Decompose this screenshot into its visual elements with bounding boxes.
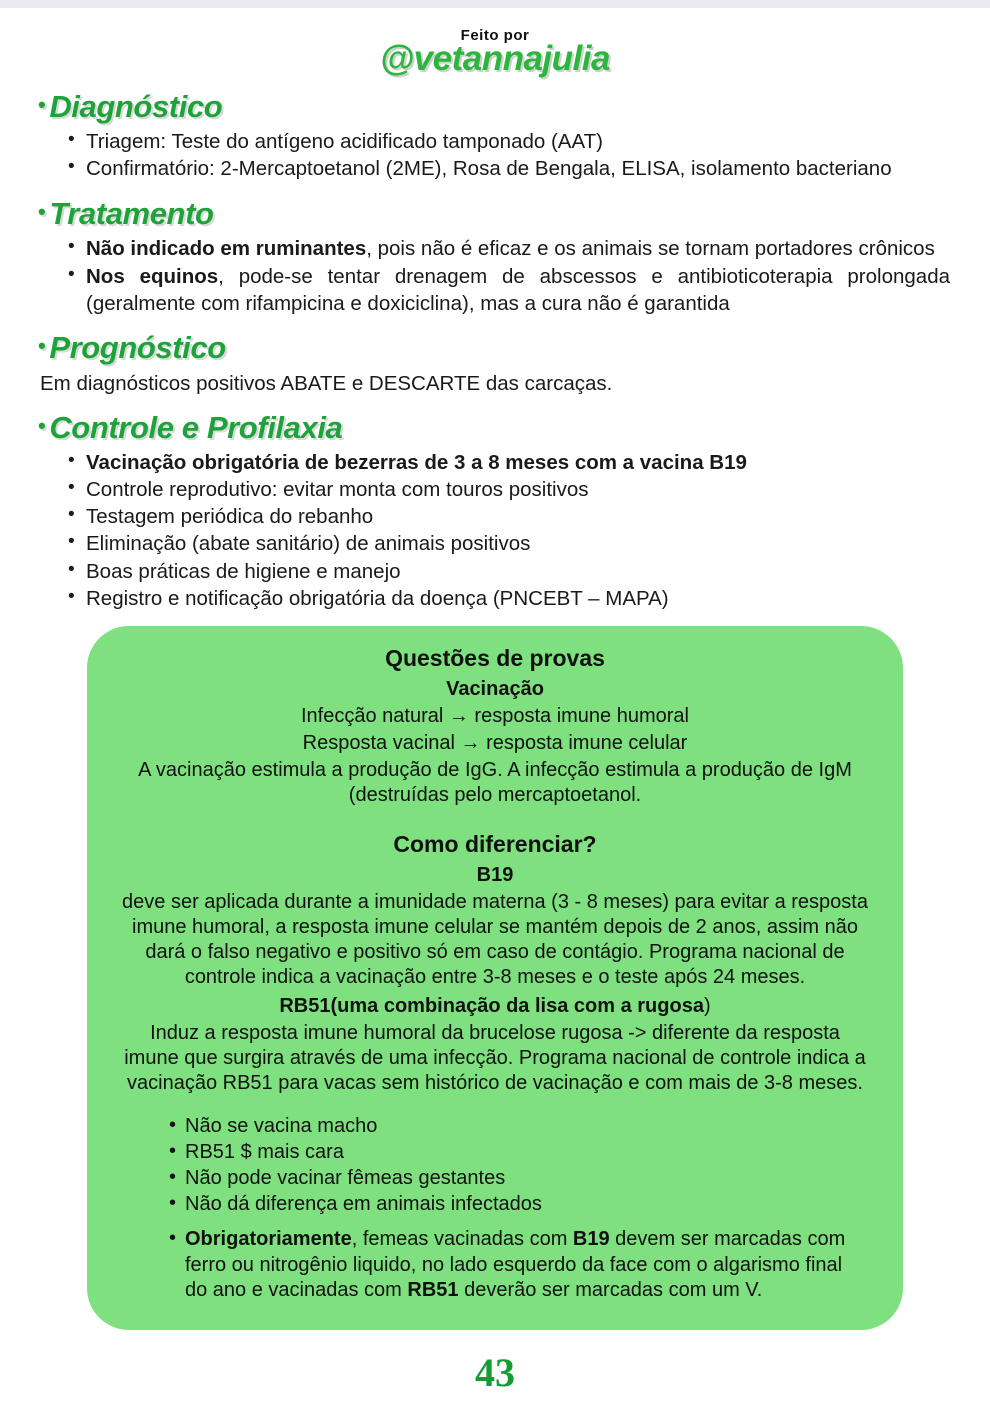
- section-heading-prognostico: [38, 331, 952, 365]
- callout-subtitle-como-diferenciar: Como diferenciar?: [393, 830, 597, 857]
- list-item-emphasis: RB51: [407, 1278, 459, 1301]
- list-item: • Registro e notificação obrigatória da doença (PNCEBT – MAPA): [68, 585, 952, 612]
- list-item-text: , femeas vacinadas com: [351, 1228, 573, 1251]
- paragraph-prognostico: Em diagnósticos positivos ABATE e DESCARTE das carcaças.: [40, 371, 613, 395]
- bullet-dot-icon: •: [38, 333, 46, 359]
- section-heading-text: Tratamento: [49, 195, 214, 231]
- callout-bullet-list: [121, 1114, 869, 1303]
- top-browser-strip: [0, 0, 990, 8]
- list-item-emphasis: Nos equinos: [86, 264, 219, 288]
- list-item: • RB51 $ mais cara: [169, 1140, 869, 1165]
- list-item-text: deverão ser marcadas com um V.: [458, 1278, 763, 1301]
- list-item-emphasis: Obrigatoriamente: [185, 1228, 352, 1251]
- document-page: [0, 28, 990, 1330]
- section-heading-text: Prognóstico: [49, 330, 226, 366]
- list-item: [68, 235, 952, 262]
- bullet-dot-icon: •: [38, 198, 46, 224]
- list-item: • Boas práticas de higiene e manejo: [68, 558, 952, 585]
- callout-body-b19: deve ser aplicada durante a imunidade materna (3 - 8 meses) para evitar a resposta imune humoral, a resposta imune celular se mantém depois de 2 anos, assim não dará o falso negativo e positivo só em caso de contágio. Programa nacional de controle indica a vacinação entre 3-8 meses e o teste após 24 meses.: [122, 890, 868, 988]
- list-item-text: , pode-se tentar drenagem de abscessos e antibioticoterapia prolongada (geralmente com rifampicina e doxiciclina), mas a cura não é garantida: [86, 264, 950, 316]
- list-item: • Confirmatório: 2-Mercaptoetanol (2ME), Rosa de Bengala, ELISA, isolamento bacteriano: [68, 155, 952, 182]
- list-item: • Eliminação (abate sanitário) de animais positivos: [68, 530, 952, 557]
- list-diagnostico: [38, 128, 952, 183]
- list-item: • Não se vacina macho: [169, 1114, 869, 1139]
- callout-line-infeccao-natural: Infecção natural → resposta imune humoral: [301, 704, 689, 727]
- exam-questions-callout: [87, 626, 903, 1330]
- callout-subtitle-rb51-bold: RB51(uma combinação da lisa com a rugosa: [279, 994, 704, 1017]
- bullet-dot-icon: •: [38, 92, 46, 117]
- callout-line-resposta-vacinal: Resposta vacinal → resposta imune celular: [302, 731, 688, 754]
- list-item: • Não pode vacinar fêmeas gestantes: [169, 1166, 869, 1191]
- callout-subtitle-b19: B19: [476, 863, 514, 886]
- section-heading-tratamento: [38, 197, 952, 231]
- callout-body-rb51: Induz a resposta imune humoral da brucelose rugosa -> diferente da resposta imune que surgira através de uma infecção. Programa nacional de controle indica a vacinação RB51 para vacas sem histórico de vacinação e com mais de 3-8 meses.: [124, 1021, 866, 1094]
- author-handle: @vetannajulia: [380, 39, 610, 78]
- section-heading-text: Diagnóstico: [49, 89, 223, 124]
- section-heading-diagnostico: [38, 90, 952, 124]
- section-heading-controle-profilaxia: [38, 411, 952, 445]
- list-controle-profilaxia: [38, 449, 952, 613]
- callout-subtitle-rb51-tail: ): [703, 994, 711, 1017]
- author-credit: [38, 28, 952, 76]
- list-item-emphasis: B19: [572, 1228, 610, 1251]
- callout-title: Questões de provas: [385, 645, 605, 672]
- list-item-obrigatoriamente: [169, 1227, 869, 1303]
- list-item-text: , pois não é eficaz e os animais se tornam portadores crônicos: [366, 236, 935, 260]
- bullet-dot-icon: •: [38, 412, 46, 438]
- list-item: • Não dá diferença em animais infectados: [169, 1192, 869, 1217]
- callout-subtitle-vacinacao: Vacinação: [446, 677, 544, 700]
- list-item: • Controle reprodutivo: evitar monta com touros positivos: [68, 476, 952, 503]
- list-item: • Triagem: Teste do antígeno acidificado tamponado (AAT): [68, 128, 952, 155]
- list-item: [68, 263, 952, 318]
- callout-line-igg-igm: A vacinação estimula a produção de IgG. A infecção estimula a produção de IgM (destruídas pelo mercaptoetanol.: [138, 758, 852, 806]
- list-item-emphasis: Vacinação obrigatória de bezerras de 3 a 8 meses com a vacina B19: [86, 450, 747, 474]
- credit-label: Feito por: [460, 27, 530, 44]
- list-item-emphasis: Não indicado em ruminantes: [86, 236, 367, 260]
- list-tratamento: [38, 235, 952, 318]
- page-number: 43: [475, 1350, 515, 1395]
- callout-subtitle-rb51: [121, 993, 869, 1019]
- list-item: [68, 449, 952, 476]
- section-heading-text: Controle e Profilaxia: [49, 409, 343, 445]
- list-item-text: devem ser marcadas com ferro ou nitrogênio liquido, no lado esquerdo da face com o algarismo final do ano e vacinadas com: [185, 1228, 846, 1301]
- callout-spacer: [121, 808, 869, 830]
- list-item: • Testagem periódica do rebanho: [68, 503, 952, 530]
